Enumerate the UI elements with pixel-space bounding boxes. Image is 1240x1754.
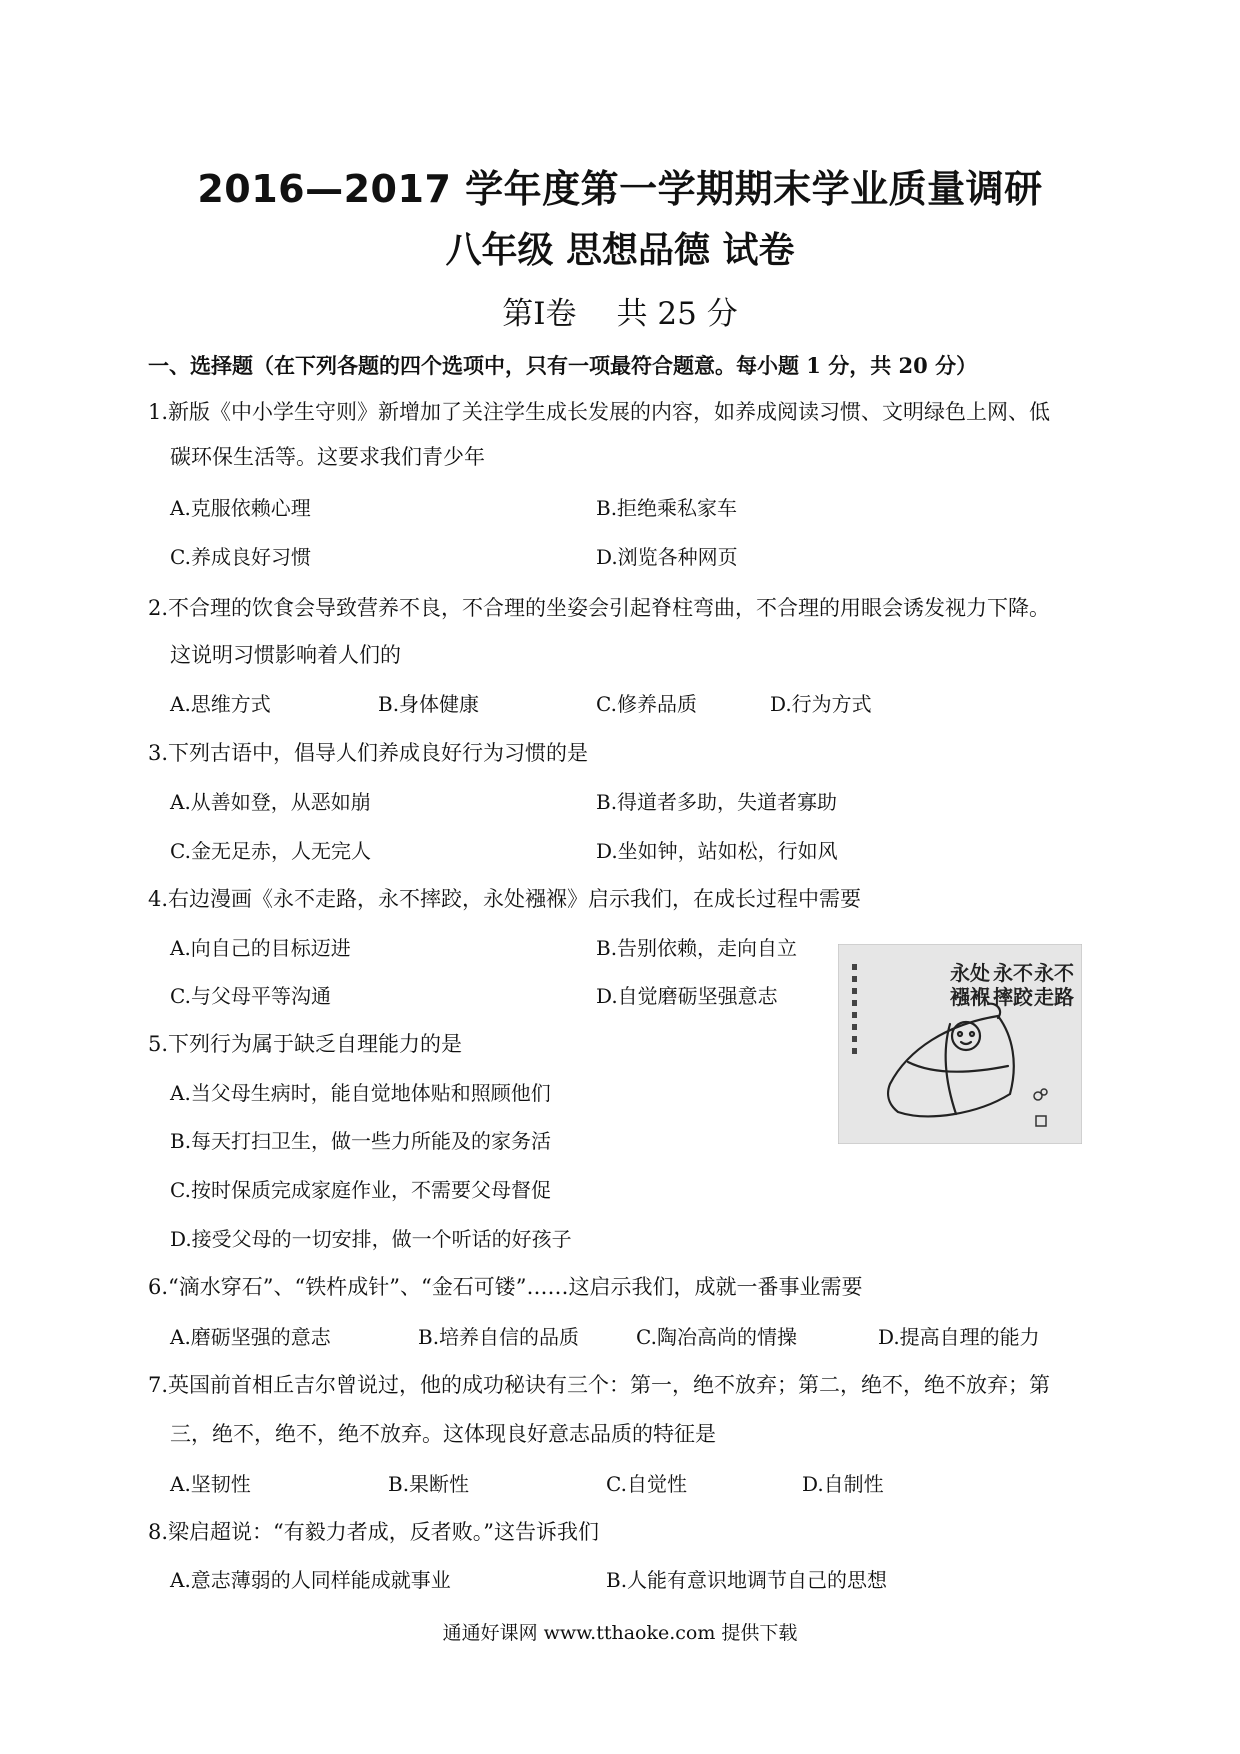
cartoon-caption: [949, 961, 1074, 1009]
question-4-option-a: A.向自己的目标迈进: [170, 936, 351, 960]
cartoon-caption-col-6: 襁褓: [950, 985, 990, 1009]
question-8-option-b: B.人能有意识地调节自己的思想: [606, 1568, 888, 1592]
question-8-option-a: A.意志薄弱的人同样能成就事业: [170, 1568, 451, 1592]
question-7-stem-line-2: 三，绝不，绝不，绝不放弃。这体现良好意志品质的特征是: [170, 1422, 716, 1446]
question-1-option-a: A.克服依赖心理: [170, 496, 311, 520]
question-2-option-b: B.身体健康: [378, 692, 480, 716]
question-3-option-a: A.从善如登，从恶如崩: [170, 790, 371, 814]
cartoon-caption-col-1: 永不: [1034, 961, 1074, 985]
question-4-option-c: C.与父母平等沟通: [170, 984, 331, 1008]
cartoon-caption-col-5: 永处: [950, 961, 990, 985]
question-3-stem: 3.下列古语中，倡导人们养成良好行为习惯的是: [148, 741, 589, 765]
question-3-option-d: D.坐如钟，站如松，行如风: [596, 839, 838, 863]
question-6-option-b: B.培养自信的品质: [418, 1325, 580, 1349]
question-3-option-c: C.金无足赤，人无完人: [170, 839, 371, 863]
question-2-stem-line-1: 2.不合理的饮食会导致营养不良，不合理的坐姿会引起脊柱弯曲，不合理的用眼会诱发视力下降。: [148, 596, 1051, 620]
question-7-option-d: D.自制性: [802, 1472, 884, 1496]
volume-label: 第Ⅰ卷: [502, 296, 577, 332]
question-4-option-d: D.自觉磨砺坚强意志: [596, 984, 778, 1008]
question-4-option-b: B.告别依赖，走向自立: [596, 936, 798, 960]
question-5-option-c: C.按时保质完成家庭作业，不需要父母督促: [170, 1178, 551, 1202]
question-7-option-a: A.坚韧性: [170, 1472, 251, 1496]
question-4-stem: 4.右边漫画《永不走路，永不摔跤，永处襁褓》启示我们，在成长过程中需要: [148, 887, 862, 911]
section-heading: 一、选择题（在下列各题的四个选项中，只有一项最符合题意。每小题 1 分，共 20 分）: [148, 353, 978, 378]
cartoon-caption-col-3: 永不: [993, 961, 1033, 985]
volume-score: 共 25 分: [616, 296, 738, 332]
question-1-stem-line-2: 碳环保生活等。这要求我们青少年: [170, 445, 485, 469]
question-2-option-a: A.思维方式: [170, 692, 271, 716]
cartoon-caption-col-2: 走路: [1034, 985, 1074, 1009]
question-1-option-c: C.养成良好习惯: [170, 545, 311, 569]
question-6-option-a: A.磨砺坚强的意志: [170, 1325, 331, 1349]
question-6-stem: 6.“滴水穿石”、“铁杵成针”、“金石可镂”……这启示我们，成就一番事业需要: [148, 1275, 863, 1299]
question-7-stem-line-1: 7.英国前首相丘吉尔曾说过，他的成功秘诀有三个：第一，绝不放弃；第二，绝不，绝不放弃；第: [148, 1373, 1051, 1397]
volume-heading: [0, 288, 1240, 333]
question-8-stem: 8.梁启超说：“有毅力者成，反者败。”这告诉我们: [148, 1520, 600, 1544]
cartoon-caption-col-4: 摔跤: [993, 985, 1033, 1009]
question-2-option-c: C.修养品质: [596, 692, 697, 716]
question-3-option-b: B.得道者多助，失道者寡助: [596, 790, 838, 814]
cartoon-image: [838, 944, 1082, 1144]
question-7-option-b: B.果断性: [388, 1472, 470, 1496]
question-1-stem-line-1: 1.新版《中小学生守则》新增加了关注学生成长发展的内容，如养成阅读习惯、文明绿色上网、低: [148, 400, 1051, 424]
question-5-stem: 5.下列行为属于缺乏自理能力的是: [148, 1032, 463, 1056]
question-1-option-d: D.浏览各种网页: [596, 545, 738, 569]
question-5-option-d: D.接受父母的一切安排，做一个听话的好孩子: [170, 1227, 572, 1251]
question-5-option-b: B.每天打扫卫生，做一些力所能及的家务活: [170, 1129, 552, 1153]
question-2-stem-line-2: 这说明习惯影响着人们的: [170, 643, 401, 667]
question-6-option-c: C.陶冶高尚的情操: [636, 1325, 797, 1349]
question-1-option-b: B.拒绝乘私家车: [596, 496, 738, 520]
question-6-option-d: D.提高自理的能力: [878, 1325, 1040, 1349]
question-7-option-c: C.自觉性: [606, 1472, 687, 1496]
page-footer: 通通好课网 www.tthaoke.com 提供下载: [442, 1622, 798, 1644]
exam-title: 2016—2017 学年度第一学期期末学业质量调研: [197, 167, 1043, 211]
exam-subtitle: 八年级 思想品德 试卷: [445, 230, 795, 271]
question-5-option-a: A.当父母生病时，能自觉地体贴和照顾他们: [170, 1081, 551, 1105]
question-2-option-d: D.行为方式: [770, 692, 872, 716]
